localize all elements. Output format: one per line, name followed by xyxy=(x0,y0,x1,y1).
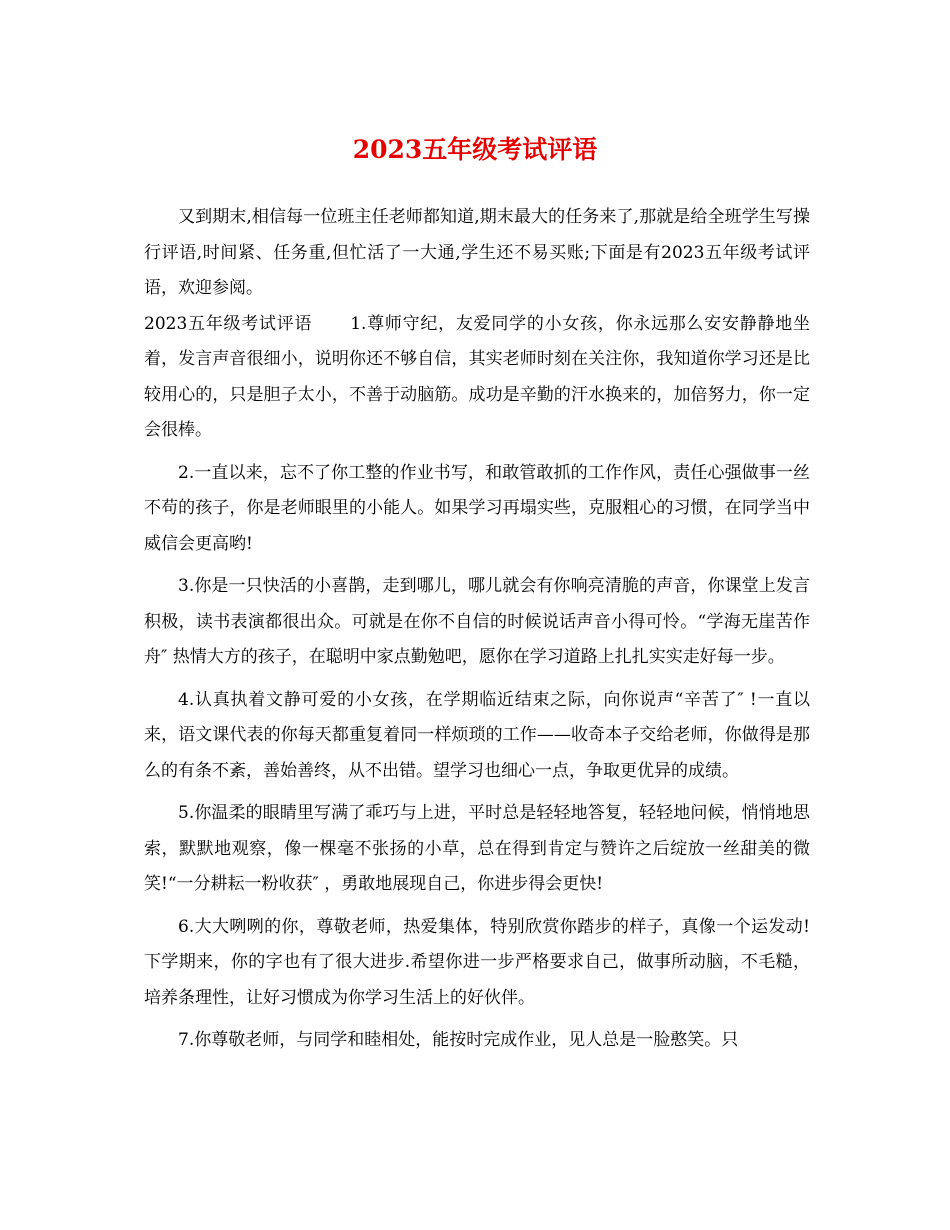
comment-paragraph-2: 2.一直以来，忘不了你工整的作业书写，和敢管敢抓的工作作风，责任心强做事一丝不苟的孩子，你是老师眼里的小能人。如果学习再塌实些，克服粗心的习惯，在同学当中威信会更高哟! xyxy=(144,462,810,554)
section-label: 2023五年级考试评语 xyxy=(144,313,313,334)
document-title: 2023五年级考试评语 xyxy=(352,135,598,164)
comment-paragraph-6: 6.大大咧咧的你，尊敬老师，热爱集体，特别欣赏你踏步的样子，真像一个运发动!下学期来，你的字也有了很大进步.希望你进一步严格要求自己，做事所动脑，不毛糙，培养条理性，让好习惯成为你学习生活上的好伙伴。 xyxy=(144,916,810,1008)
comment-paragraph-5: 5.你温柔的眼睛里写满了乖巧与上进，平时总是轻轻地答复，轻轻地问候，悄悄地思索，默默地观察，像一棵毫不张扬的小草，总在得到肯定与赞许之后绽放一丝甜美的微笑!“一分耕耘一粉收获″ ，勇敢地展现自己，你进步得会更快! xyxy=(144,803,810,894)
comment-paragraph-1 xyxy=(144,307,810,449)
comment-paragraph-7: 7.你尊敬老师，与同学和睦相处，能按时完成作业，见人总是一脸憨笑。只 xyxy=(178,1030,739,1050)
comment-text-1: 1.尊师守纪，友爱同学的小女孩，你永远那么安安静静地坐着，发言声音很细小，说明你还不够自信，其实老师时刻在关注你，我知道你学习还是比较用心的，只是胆子太小，不善于动脑筋。成功是辛勤的汗水换来的，加倍努力，你一定会很棒。 xyxy=(144,313,811,440)
intro-paragraph: 又到期末,相信每一位班主任老师都知道,期末最大的任务来了,那就是给全班学生写操行评语,时间紧、任务重,但忙活了一大通,学生还不易买账;下面是有2023五年级考试评语，欢迎参阅。 xyxy=(144,207,810,298)
comment-paragraph-3: 3.你是一只快活的小喜鹊，走到哪儿，哪儿就会有你响亮清脆的声音，你课堂上发言积极，读书表演都很出众。可就是在你不自信的时候说话声音小得可怜。“学海无崖苦作舟″ 热情大方的孩子，在聪明中家点勤勉吧，愿你在学习道路上扎扎实实走好每一步。 xyxy=(144,576,810,667)
comment-paragraph-4: 4.认真执着文静可爱的小女孩，在学期临近结束之际，向你说声“辛苦了″ !一直以来，语文课代表的你每天都重复着同一样烦琐的工作——收奇本子交给老师，你做得是那么的有条不紊，善始善终，从不出错。望学习也细心一点，争取更优异的成绩。 xyxy=(144,689,810,781)
document-body xyxy=(144,200,810,1059)
